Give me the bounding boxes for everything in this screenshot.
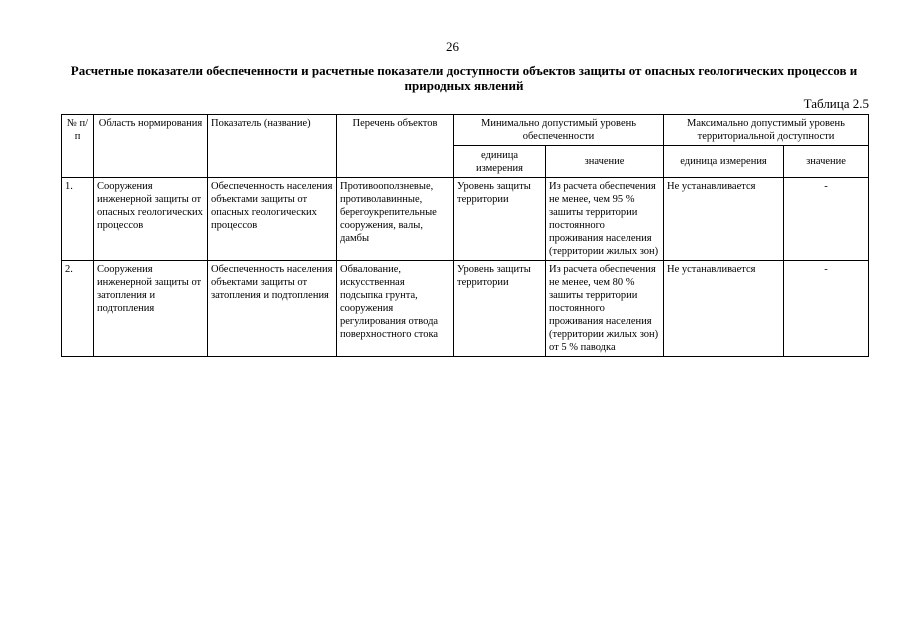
- row-indicator: Обеспеченность населения объектами защиты от затопления и подтопления: [208, 261, 337, 357]
- table-row: [62, 178, 869, 261]
- page-number: 26: [446, 39, 459, 54]
- row-num: 1.: [62, 178, 94, 261]
- header-max-level: Максимально допустимый уровень территориальной доступности: [664, 115, 869, 146]
- row-min-value: Из расчета обеспечения не менее, чем 80 % зашиты территории постоянного проживания населения (территории жилых зон) от 5 % паводка: [546, 261, 664, 357]
- row-max-unit: Не устанавливается: [664, 178, 784, 261]
- row-objects: Противооползневые, противолавинные, берегоукрепительные сооружения, валы, дамбы: [337, 178, 454, 261]
- row-max-unit: Не устанавливается: [664, 261, 784, 357]
- header-area: Область нормирования: [94, 115, 208, 178]
- row-area: Сооружения инженерной защиты от затопления и подтопления: [94, 261, 208, 357]
- header-indicator: Показатель (название): [208, 115, 337, 178]
- header-max-unit: единица измерения: [664, 146, 784, 178]
- header-num: № п/п: [62, 115, 94, 178]
- header-row: [62, 115, 869, 146]
- row-indicator: Обеспеченность населения объектами защиты от опасных геологических процессов: [208, 178, 337, 261]
- table-label: Таблица 2.5: [803, 96, 869, 111]
- header-min-unit: единица измерения: [454, 146, 546, 178]
- header-min-level: Минимально допустимый уровень обеспеченности: [454, 115, 664, 146]
- standards-table: [61, 114, 869, 357]
- table-row: [62, 261, 869, 357]
- row-num: 2.: [62, 261, 94, 357]
- row-max-value: -: [784, 261, 869, 357]
- header-objects: Перечень объектов: [337, 115, 454, 178]
- row-objects: Обвалование, искусственная подсыпка грунта, сооружения регулирования отвода поверхностного стока: [337, 261, 454, 357]
- row-area: Сооружения инженерной защиты от опасных геологических процессов: [94, 178, 208, 261]
- document-title: Расчетные показатели обеспеченности и расчетные показатели доступности объектов защиты от опасных геологических процессов и природных явлений: [70, 63, 858, 93]
- row-min-value: Из расчета обеспечения не менее, чем 95 % зашиты территории постоянного проживания населения (территории жилых зон): [546, 178, 664, 261]
- row-min-unit: Уровень защиты территории: [454, 178, 546, 261]
- header-min-value: значение: [546, 146, 664, 178]
- header-max-value: значение: [784, 146, 869, 178]
- row-min-unit: Уровень защиты территории: [454, 261, 546, 357]
- row-max-value: -: [784, 178, 869, 261]
